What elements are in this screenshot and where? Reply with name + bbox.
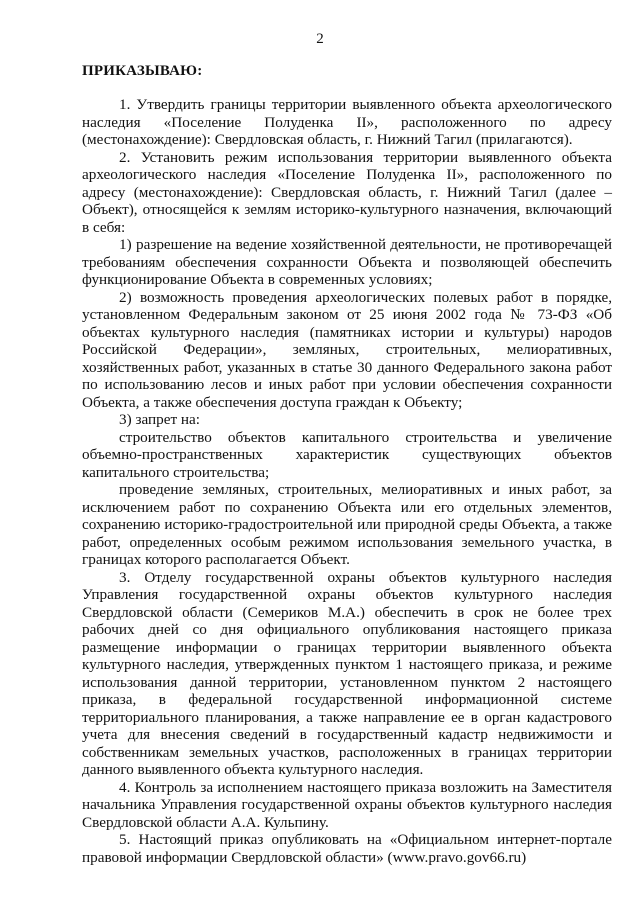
paragraph-item-5-publication: 5. Настоящий приказ опубликовать на «Официальном интернет-портале правовой информации Свердловской области» (www.pravo.gov66.ru) xyxy=(82,831,612,866)
paragraph-item-4-control: 4. Контроль за исполнением настоящего приказа возложить на Заместителя начальника Управления государственной охраны объектов культурного наследия Свердловской области А.А. Кульпину. xyxy=(82,778,612,831)
paragraph-prohibition-works: проведение земляных, строительных, мелиоративных и иных работ, за исключением работ по сохранению Объекта или его отдельных элементов, сохранению историко-градостроительной или природной среды Объекта, а также работ, определенных особым режимом использования земельного участка, в границах которого располагается Объект. xyxy=(82,481,612,568)
page-number: 2 xyxy=(316,31,324,47)
paragraph-sub-1-permission: 1) разрешение на ведение хозяйственной деятельности, не противоречащей требованиям обеспечения сохранности Объекта и позволяющей обеспечить функционирование Объекта в современных условиях; xyxy=(82,236,612,288)
order-heading: ПРИКАЗЫВАЮ: xyxy=(82,63,203,79)
paragraph-sub-3-prohibition: 3) запрет на: xyxy=(119,411,200,428)
paragraph-prohibition-construction: строительство объектов капитального строительства и увеличение объемно-пространственных характеристик существующих объектов капитального строительства; xyxy=(82,428,612,481)
order-body xyxy=(82,96,612,866)
paragraph-item-3-department: 3. Отделу государственной охраны объектов культурного наследия Управления государственной охраны объектов культурного наследия Свердловской области (Семериков М.А.) обеспечить в срок не более трех рабочих дней со дня официального опубликования настоящего приказа размещение информации о границах территории выявленного объекта культурного наследия, утвержденных пунктом 1 настоящего приказа, и режиме использования данной территории, установленном пунктом 2 настоящего приказа, в федеральной государственной информационной системе территориального планирования, а также направление ее в орган кадастрового учета для внесения сведений в государственный кадастр недвижимости и собственникам земельных участков, расположенных в границах территории данного выявленного объекта культурного наследия. xyxy=(82,568,612,778)
paragraph-item-1-borders: 1. Утвердить границы территории выявленного объекта археологического наследия «Поселение Полуденка II», расположенного по адресу (местонахождение): Свердловская область, г. Нижний Тагил (прилагаются). xyxy=(82,96,612,148)
paragraph-sub-2-possibility: 2) возможность проведения археологических полевых работ в порядке, установленном Федеральным законом от 25 июня 2002 года № 73-ФЗ «Об объектах культурного наследия (памятниках истории и культуры) народов Российской Федерации», земляных, строительных, мелиоративных, хозяйственных работ, указанных в статье 30 данного Федерального закона работ по использованию лесов и иных работ при условии обеспечения сохранности Объекта, а также обеспечения доступа граждан к Объекту; xyxy=(82,288,612,411)
paragraph-item-2-regime: 2. Установить режим использования территории выявленного объекта археологического наследия «Поселение Полуденка II», расположенного по адресу (местонахождение): Свердловская область, г. Нижний Тагил (далее – Объект), относящейся к землям историко-культурного назначения, включающий в себя: xyxy=(82,148,612,236)
